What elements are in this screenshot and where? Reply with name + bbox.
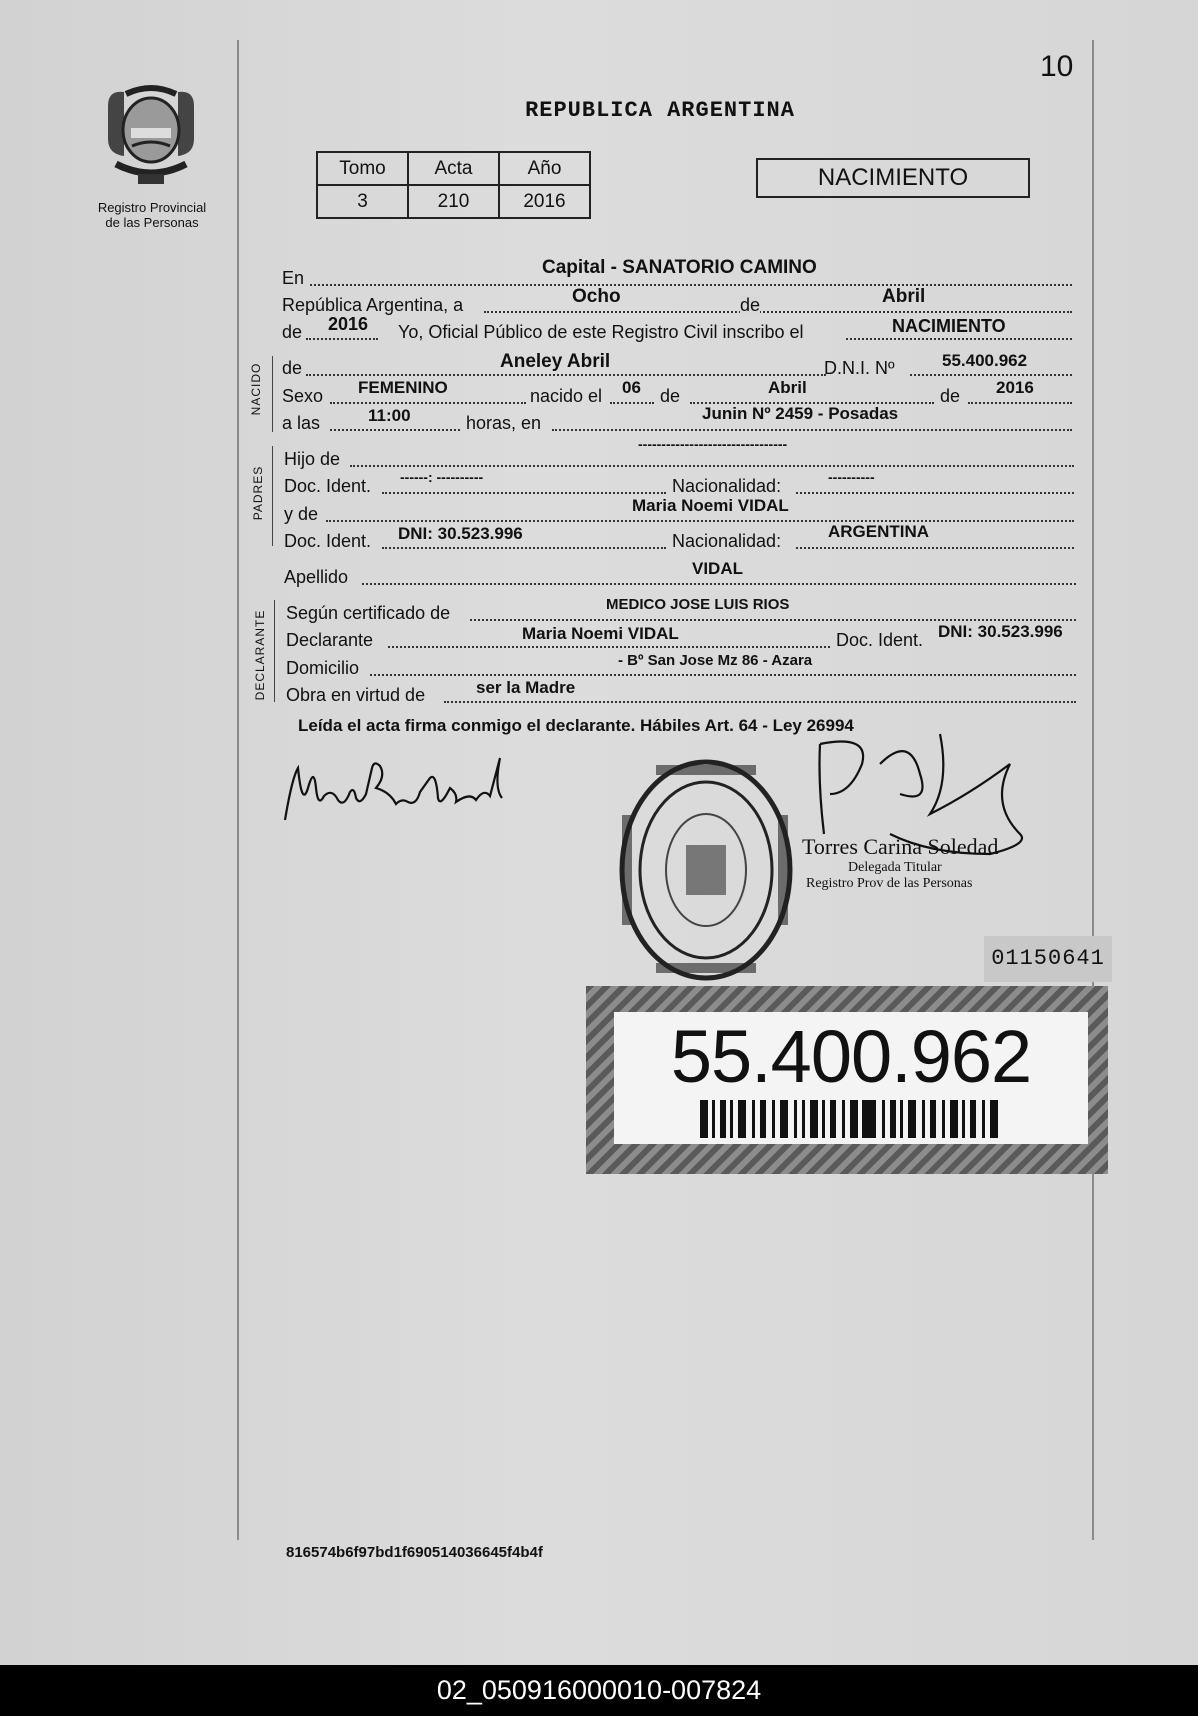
day-value: Ocho <box>572 286 621 307</box>
nacido-de-label: de <box>282 358 303 378</box>
nacido-el-label: nacido el <box>530 386 603 406</box>
de-label-b: de <box>940 386 961 406</box>
official-org: Registro Prov de las Personas <box>806 876 973 891</box>
footer-code: 02_050916000010-007824 <box>436 1675 762 1705</box>
de-label-2: de <box>282 322 303 342</box>
doc1-label: Doc. Ident. <box>284 476 372 496</box>
nac2-value: ARGENTINA <box>828 522 930 541</box>
yde-label: y de <box>284 504 319 524</box>
inscribo-text: Yo, Oficial Público de este Registro Civil inscribo el <box>398 322 804 342</box>
birth-place-value: Junin Nº 2459 - Posadas <box>702 404 899 423</box>
horas-label: horas, en <box>466 413 542 433</box>
page-number: 10 <box>1040 50 1074 83</box>
declarante-label: Declarante <box>286 630 374 650</box>
value-acta: 210 <box>408 185 499 218</box>
doc2-value: DNI: 30.523.996 <box>398 524 523 543</box>
birth-year-value: 2016 <box>996 378 1034 397</box>
en-label: En <box>282 268 305 288</box>
domicilio-label: Domicilio <box>286 658 360 678</box>
hijo-label: Hijo de <box>284 449 341 469</box>
document-title: REPUBLICA ARGENTINA <box>525 98 795 123</box>
official-name: Torres Carina Soledad <box>802 834 999 859</box>
right-margin-line <box>1092 40 1094 1540</box>
nac1-value: ---------- <box>828 469 875 485</box>
id-sticker <box>586 986 1108 1174</box>
serial-number: 01150641 <box>984 936 1112 982</box>
header-ano: Año <box>499 152 590 185</box>
declarant-signature <box>280 748 520 828</box>
de-label-1: de <box>740 295 761 315</box>
cert-label: Según certificado de <box>286 603 451 623</box>
nac1-label: Nacionalidad: <box>672 476 782 496</box>
child-dni-value: 55.400.962 <box>942 351 1028 370</box>
closing-text: Leída el acta firma conmigo el declarante. Hábiles Art. 64 - Ley 26994 <box>298 716 854 735</box>
cert-value: MEDICO JOSE LUIS RIOS <box>606 596 790 613</box>
nac2-label: Nacionalidad: <box>672 531 782 551</box>
apellido-value: VIDAL <box>692 559 743 578</box>
hour-value: 11:00 <box>368 406 411 425</box>
dni-label: D.N.I. Nº <box>824 358 895 378</box>
birth-month-value: Abril <box>768 378 807 397</box>
value-ano: 2016 <box>499 185 590 218</box>
barcode <box>700 1100 1000 1138</box>
padres-section-label: PADRES <box>251 465 265 521</box>
act-type-box: NACIMIENTO <box>756 158 1030 198</box>
sexo-value: FEMENINO <box>358 378 448 397</box>
alas-label: a las <box>282 413 321 433</box>
nacido-section-label: NACIDO <box>249 362 263 416</box>
place-value: Capital - SANATORIO CAMINO <box>542 257 817 278</box>
sticker-number: 55.400.962 <box>670 1015 1032 1098</box>
decl-doc-value: DNI: 30.523.996 <box>938 622 1063 641</box>
official-title: Delegada Titular <box>848 860 942 875</box>
sexo-label: Sexo <box>282 386 324 406</box>
birth-day-value: 06 <box>622 378 641 397</box>
obra-value: ser la Madre <box>476 678 576 697</box>
logo-caption-line2: de las Personas <box>105 215 199 230</box>
year-value: 2016 <box>328 314 369 334</box>
declarante-value: Maria Noemi VIDAL <box>522 624 679 643</box>
footer-bar <box>0 1665 1198 1716</box>
apellido-label: Apellido <box>284 567 349 587</box>
doc1-value: ------: ---------- <box>400 469 484 485</box>
father-value: -------------------------------- <box>638 436 788 452</box>
obra-label: Obra en virtud de <box>286 685 426 705</box>
header-tomo: Tomo <box>317 152 408 185</box>
declarante-section-label: DECLARANTE <box>253 609 267 701</box>
logo-caption-line1: Registro Provincial <box>97 200 207 215</box>
republica-label: República Argentina, a <box>282 295 464 315</box>
child-name-value: Aneley Abril <box>500 351 611 372</box>
header-acta: Acta <box>408 152 499 185</box>
month-value: Abril <box>882 286 926 307</box>
left-margin-line <box>237 40 239 1540</box>
official-seal <box>616 755 796 985</box>
value-tomo: 3 <box>317 185 408 218</box>
registry-table <box>316 151 591 219</box>
domicilio-value: - Bº San Jose Mz 86 - Azara <box>618 652 813 669</box>
document-hash: 816574b6f97bd1f690514036645f4b4f <box>286 1544 543 1561</box>
de-label-a: de <box>660 386 681 406</box>
decl-doc-label: Doc. Ident. <box>836 630 924 650</box>
inscribo-value: NACIMIENTO <box>892 316 1006 336</box>
doc2-label: Doc. Ident. <box>284 531 372 551</box>
mother-value: Maria Noemi VIDAL <box>632 496 789 515</box>
